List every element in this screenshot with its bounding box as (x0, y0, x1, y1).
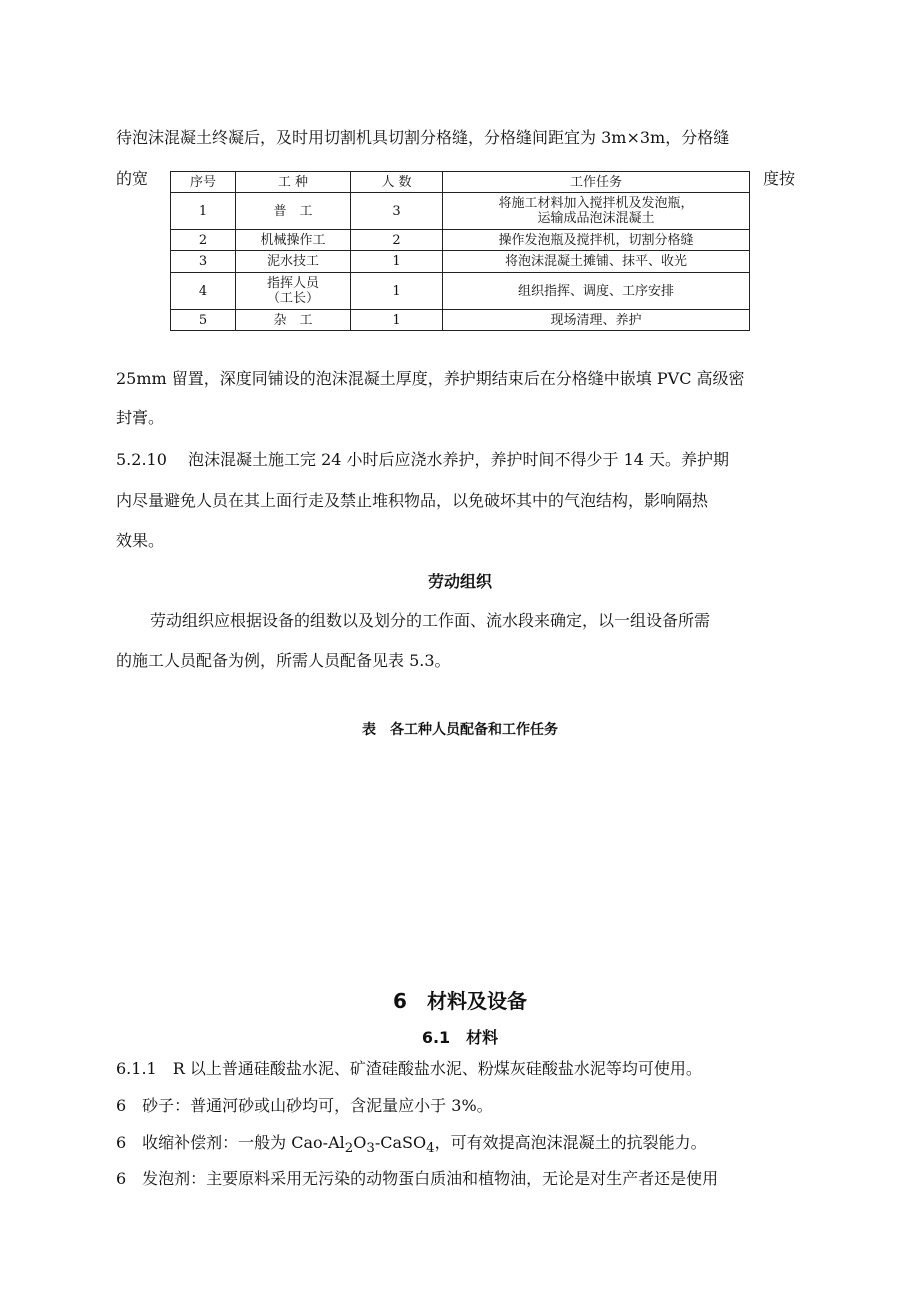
header-type: 工 种 (236, 172, 351, 193)
header-no: 序号 (171, 172, 236, 193)
cell-count: 3 (351, 193, 443, 230)
cell-count: 1 (351, 251, 443, 273)
cell-type-line: （工长） (266, 291, 319, 306)
material-item: 6 砂子：普通河砂或山砂均可，含泥量应小于 3%。 (116, 1096, 493, 1115)
paragraph-line: 5.2.10 泡沫混凝土施工完 24 小时后应浇水养护，养护时间不得少于 14 天。养护期 (116, 450, 730, 469)
formula-prefix: 6 收缩补偿剂：一般为 Cao-Al (116, 1133, 345, 1152)
cell-type-line: 指挥人员 (266, 276, 319, 291)
paragraph-line: 效果。 (116, 531, 165, 550)
table-row (171, 310, 750, 331)
paragraph-line-right: 度按 (763, 169, 796, 188)
table-caption: 表 各工种人员配备和工作任务 (362, 722, 558, 738)
table-row (171, 230, 750, 251)
cell-count: 1 (351, 310, 443, 331)
paragraph-line: 内尽量避免人员在其上面行走及禁止堆积物品，以免破坏其中的气泡结构，影响隔热 (116, 491, 709, 510)
cell-type: 普 工 (236, 193, 351, 230)
staff-table (170, 171, 750, 331)
cell-task: 现场清理、养护 (443, 310, 750, 331)
cell-no: 5 (171, 310, 236, 331)
cell-task: 操作发泡瓶及搅拌机，切割分格缝 (443, 230, 750, 251)
formula-subscript: 4 (426, 1141, 435, 1157)
paragraph-line: 的施工人员配备为例，所需人员配备见表 5.3。 (116, 651, 451, 670)
header-count: 人 数 (351, 172, 443, 193)
paragraph-line: 封膏。 (116, 408, 165, 427)
formula-subscript: 3 (366, 1141, 375, 1157)
formula-subscript: 2 (344, 1141, 354, 1157)
section-title: 6 材料及设备 (393, 989, 527, 1013)
cell-task-line: 将施工材料加入搅拌机及发泡瓶， (498, 196, 694, 211)
header-task: 工作任务 (443, 172, 750, 193)
subsection-title: 6.1 材料 (421, 1028, 499, 1047)
cell-no: 4 (171, 273, 236, 310)
cell-no: 2 (171, 230, 236, 251)
cell-task-line: 运输成品泡沫混凝土 (537, 211, 655, 226)
cell-type (236, 273, 351, 310)
table-row (171, 251, 750, 273)
cell-count: 1 (351, 273, 443, 310)
paragraph-line-left: 的宽 (116, 169, 149, 188)
cell-task: 组织指挥、调度、工序安排 (443, 273, 750, 310)
cell-task: 将泡沫混凝土摊铺、抹平、收光 (443, 251, 750, 273)
table-header-row (171, 172, 750, 193)
labor-heading: 劳动组织 (427, 572, 492, 591)
material-item: 6.1.1 R 以上普通硅酸盐水泥、矿渣硅酸盐水泥、粉煤灰硅酸盐水泥等均可使用。 (116, 1059, 702, 1078)
cell-task (443, 193, 750, 230)
cell-type: 泥水技工 (236, 251, 351, 273)
table-row (171, 193, 750, 230)
material-item: 6 发泡剂：主要原料采用无污染的动物蛋白质油和植物油，无论是对生产者还是使用 (116, 1169, 719, 1188)
paragraph-line: 待泡沫混凝土终凝后，及时用切割机具切割分格缝，分格缝间距宜为 3m×3m，分格缝 (116, 128, 730, 147)
table-row (171, 273, 750, 310)
cell-type: 机械操作工 (236, 230, 351, 251)
paragraph-line: 劳动组织应根据设备的组数以及划分的工作面、流水段来确定，以一组设备所需 (150, 611, 711, 630)
cell-no: 1 (171, 193, 236, 230)
cell-count: 2 (351, 230, 443, 251)
paragraph-line: 25mm 留置，深度同铺设的泡沫混凝土厚度，养护期结束后在分格缝中嵌填 PVC 高级密 (116, 369, 745, 388)
formula-part: -CaSO (374, 1133, 427, 1152)
cell-type: 杂 工 (236, 310, 351, 331)
cell-no: 3 (171, 251, 236, 273)
formula-suffix: ，可有效提高泡沫混凝土的抗裂能力。 (434, 1133, 707, 1152)
formula-part: O (353, 1133, 367, 1152)
material-item (116, 1132, 707, 1160)
